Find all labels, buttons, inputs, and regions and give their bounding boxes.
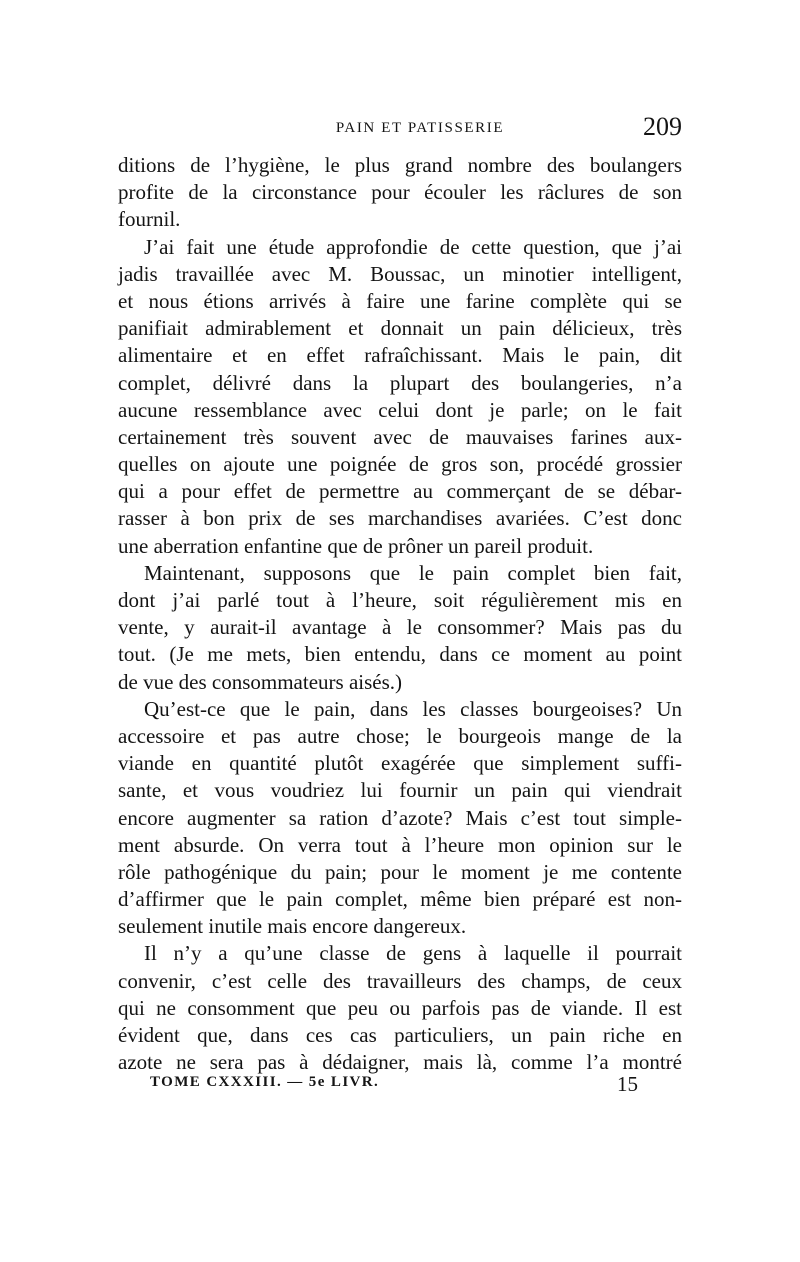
text-line: sante, et vous voudriez lui fournir un pain qui viendrait	[118, 778, 682, 803]
text-line: convenir, c’est celle des travailleurs des champs, de ceux	[118, 968, 682, 993]
text-line: évident que, dans ces cas particuliers, un pain riche en	[118, 1023, 682, 1047]
text-line: viande en quantité plutôt exagérée que simplement suffi-	[118, 751, 682, 776]
text-line: et nous étions arrivés à faire une farine complète qui se	[118, 288, 682, 313]
text-line: encore augmenter sa ration d’azote? Mais c’est tout simple-	[118, 805, 682, 830]
running-head	[118, 112, 682, 146]
text-line: vente, y aurait-il avantage à le consommer? Mais pas du	[118, 615, 682, 640]
text-line: jadis travaillée avec M. Boussac, un minotier intelligent,	[118, 261, 682, 286]
text-line: de vue des consommateurs aisés.)	[118, 669, 403, 694]
page-number: 209	[643, 112, 682, 141]
signature-line	[150, 1072, 650, 1102]
text-line: complet, délivré dans la plupart des boulangeries, n’a	[118, 370, 682, 395]
text-line: qui ne consomment que peu ou parfois pas de viande. Il est	[118, 995, 682, 1020]
text-line: azote ne sera pas à dédaigner, mais là, comme l’a montré	[118, 1050, 682, 1075]
text-line: rôle pathogénique du pain; pour le moment je me contente	[118, 859, 682, 884]
text-line: Il n’y a qu’une classe de gens à laquelle il pourrait	[144, 941, 682, 966]
text-line: accessoire et pas autre chose; le bourgeois mange de la	[118, 723, 682, 748]
text-line: tout. (Je me mets, bien entendu, dans ce moment au point	[118, 642, 682, 667]
text-line: Maintenant, supposons que le pain complet bien fait,	[144, 560, 682, 585]
text-line: Qu’est-ce que le pain, dans les classes bourgeoises? Un	[144, 696, 682, 721]
text-line: aucune ressemblance avec celui dont je parle; on le fait	[118, 397, 682, 422]
text-line: rasser à bon prix de ses marchandises avariées. C’est donc	[118, 506, 682, 531]
running-title: PAIN ET PATISSERIE	[335, 120, 505, 136]
text-line: qui a pour effet de permettre au commerçant de se débar-	[118, 479, 682, 504]
sheet-number: 15	[617, 1072, 638, 1096]
text-line: ditions de l’hygiène, le plus grand nombre des boulangers	[118, 153, 682, 177]
text-line: fournil.	[118, 207, 181, 232]
text-line: ment absurde. On verra tout à l’heure mon opinion sur le	[118, 832, 682, 857]
text-line: une aberration enfantine que de prôner un pareil produit.	[118, 533, 594, 558]
text-line: dont j’ai parlé tout à l’heure, soit régulièrement mis en	[118, 588, 682, 612]
text-line: J’ai fait une étude approfondie de cette question, que j’ai	[144, 234, 682, 259]
text-line: certainement très souvent avec de mauvaises farines aux-	[118, 424, 682, 449]
text-line: panifiait admirablement et donnait un pain délicieux, très	[118, 316, 682, 341]
text-line: profite de la circonstance pour écouler les râclures de son	[118, 180, 682, 205]
text-line: d’affirmer que le pain complet, même bien préparé est non-	[118, 887, 682, 912]
text-line: quelles on ajoute une poignée de gros son, procédé grossier	[118, 452, 682, 477]
text-line: alimentaire et en effet rafraîchissant. Mais le pain, dit	[118, 343, 682, 368]
text-line: seulement inutile mais encore dangereux.	[118, 914, 467, 939]
volume-signature: TOME CXXXIII. — 5e LIVR.	[150, 1074, 380, 1090]
body-text	[118, 152, 682, 1076]
